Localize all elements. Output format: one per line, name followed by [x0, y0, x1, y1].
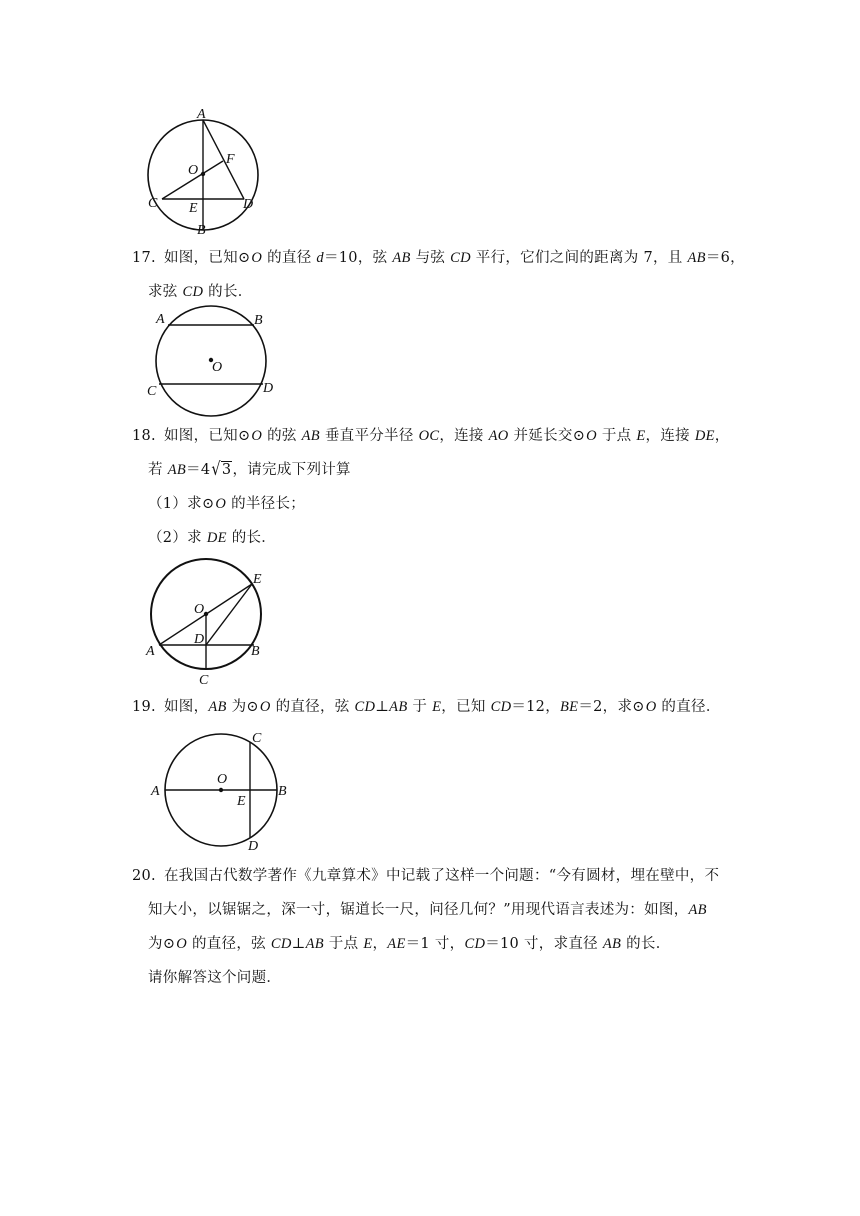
label-o: O [217, 772, 228, 787]
circle-symbol: ⊙ [162, 936, 176, 952]
circle-symbol: ⊙ [246, 699, 259, 715]
square-root [211, 460, 232, 480]
q17-line1: 17. 如图，已知⊙O 的直径 d＝10，弦 AB 与弦 CD 平行，它们之间的距离为 7，且 AB＝6， [132, 250, 745, 266]
figure-q18 [140, 560, 280, 688]
q17-line2: 求弦 CD 的长． [148, 284, 253, 300]
q20-number: 20. [132, 868, 156, 884]
center-point [204, 612, 208, 616]
label-d: D [263, 381, 274, 396]
label-e: E [253, 572, 262, 587]
circle-symbol: ⊙ [572, 428, 586, 444]
label-b: B [197, 223, 206, 238]
label-c: C [199, 673, 209, 688]
label-a: A [151, 784, 160, 799]
q19-number: 19. [132, 699, 156, 715]
label-a: A [146, 644, 155, 659]
q19-line1: 19. 如图，AB 为⊙O 的直径，弦 CD⊥AB 于 E，已知 CD＝12，BE＝2，求⊙O 的直径． [132, 699, 721, 715]
label-e: E [237, 794, 246, 809]
radicand: 3 [221, 462, 232, 478]
q18-part2: （2）求 DE 的长． [148, 530, 277, 546]
label-o: O [194, 602, 205, 617]
q18-number: 18. [132, 428, 156, 444]
label-c: C [252, 731, 262, 746]
circle-diagram-q17 [140, 304, 290, 420]
q20-line3: 为⊙O 的直径，弦 CD⊥AB 于点 E，AE＝1 寸，CD＝10 寸，求直径 AB 的长． [148, 936, 671, 952]
label-f: F [226, 152, 235, 167]
q18-line2: 若 AB＝4√3，请完成下列计算 [148, 460, 351, 480]
circle-diagram-q16 [140, 108, 270, 238]
figure-q16 [140, 108, 270, 238]
figure-q19 [140, 724, 300, 858]
q18-part1: （1）求⊙O 的半径长； [148, 496, 306, 512]
label-b: B [251, 644, 260, 659]
label-b: B [278, 784, 287, 799]
figure-q17 [140, 304, 290, 420]
q20-line4: 请你解答这个问题． [148, 970, 282, 986]
label-d: D [243, 197, 254, 212]
label-c: C [148, 196, 158, 211]
label-e: E [189, 201, 198, 216]
label-a: A [156, 312, 165, 327]
q18-line1: 18. 如图，已知⊙O 的弦 AB 垂直平分半径 OC，连接 AO 并延长交⊙O 于点 E，连接 DE， [132, 428, 730, 444]
q20-line1: 20. 在我国古代数学著作《九章算术》中记载了这样一个问题：“今有圆材，埋在壁中，不 [132, 868, 720, 884]
label-o: O [212, 360, 223, 375]
radical-sign: √ [211, 460, 221, 480]
circle-diagram-q18 [140, 560, 280, 688]
perpendicular-symbol: ⊥ [291, 936, 306, 952]
center-point [201, 172, 205, 176]
label-d: D [248, 839, 259, 854]
circle-symbol: ⊙ [237, 250, 251, 266]
q17-number: 17. [132, 250, 156, 266]
label-o: O [188, 163, 199, 178]
circle-symbol: ⊙ [201, 496, 215, 512]
label-d: D [194, 632, 205, 647]
center-point [219, 788, 223, 792]
circle-symbol: ⊙ [632, 699, 645, 715]
segment-de [206, 584, 252, 645]
label-b: B [254, 313, 263, 328]
label-c: C [147, 384, 157, 399]
perpendicular-symbol: ⊥ [375, 699, 390, 715]
label-a: A [197, 107, 206, 122]
circle-diagram-q19 [140, 724, 300, 858]
circle-symbol: ⊙ [237, 428, 251, 444]
q20-line2: 知大小，以锯锯之，深一寸，锯道长一尺，问径几何？”用现代语言表述为：如图，AB [148, 902, 707, 918]
